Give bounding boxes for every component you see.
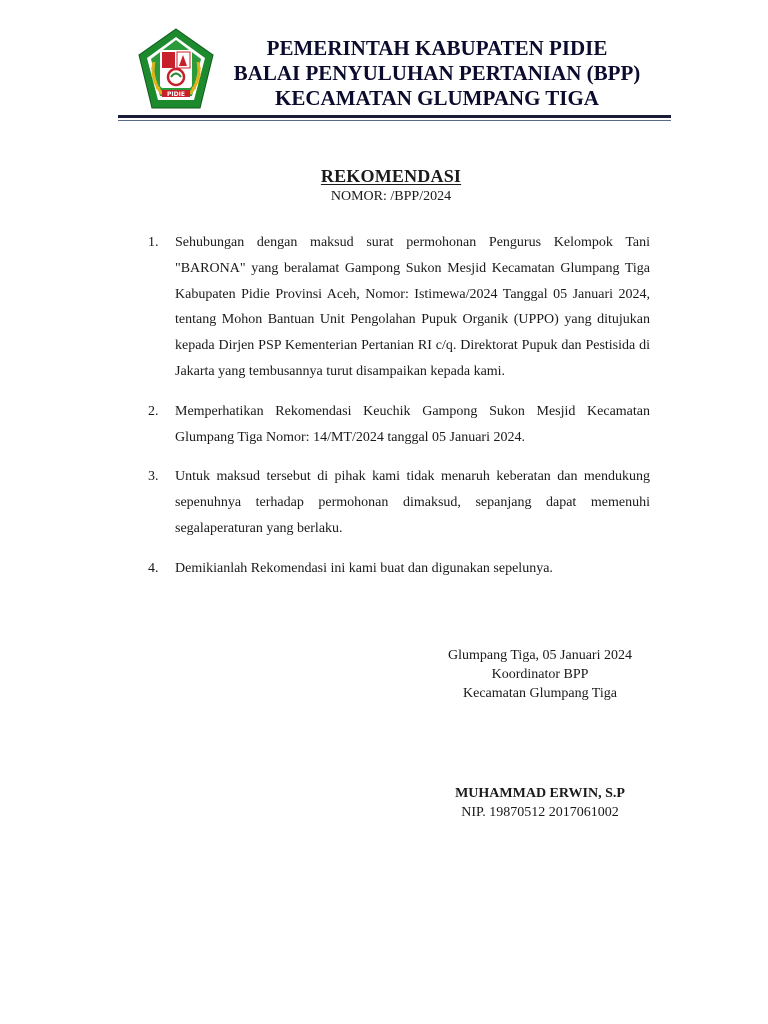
list-item — [148, 464, 650, 541]
letterhead — [214, 36, 660, 111]
letterhead-divider-thick — [118, 115, 671, 118]
list-item-text: Demikianlah Rekomendasi ini kami buat dan digunakan sepelunya. — [175, 560, 553, 576]
signatory-nip: NIP. 19870512 2017061002 — [461, 805, 619, 820]
document-number: NOMOR: /BPP/2024 — [330, 189, 452, 204]
list-item — [148, 230, 650, 385]
list-item-text: Untuk maksud tersebut di pihak kami tidak menaruh keberatan dan mendukung sepenuhnya terhadap permohonan dimaksud, sepanjang dapat memenuhi segalaperaturan yang berlaku. — [175, 469, 650, 536]
list-item — [148, 556, 650, 582]
signature-place-date: Glumpang Tiga, 05 Januari 2024 — [448, 648, 632, 663]
signature-position: Koordinator BPP — [491, 667, 589, 682]
document-title: REKOMENDASI — [320, 166, 462, 186]
emblem-ribbon-text: PIDIE — [167, 91, 185, 98]
letterhead-district: KECAMATAN GLUMPANG TIGA — [275, 86, 599, 110]
list-item-number: 2. — [148, 403, 159, 419]
signature-block — [440, 646, 640, 820]
document-heading — [0, 166, 768, 205]
letterhead-divider-thin — [118, 120, 671, 121]
letterhead-government: PEMERINTAH KABUPATEN PIDIE — [266, 36, 608, 60]
list-item-number: 1. — [148, 235, 159, 250]
letterhead-agency: BALAI PENYULUHAN PERTANIAN (BPP) — [233, 61, 641, 85]
recommendation-points — [148, 230, 650, 596]
signature-office: Kecamatan Glumpang Tiga — [463, 686, 617, 701]
list-item-text: Memperhatikan Rekomendasi Keuchik Gampong Sukon Mesjid Kecamatan Glumpang Tiga Nomor: 14/MT/2024 tanggal 05 Januari 2024. — [175, 403, 650, 445]
list-item — [148, 399, 650, 451]
list-item-number: 3. — [148, 469, 159, 485]
list-item-text: Sehubungan dengan maksud surat permohonan Pengurus Kelompok Tani "BARONA" yang beralamat Gampong Sukon Mesjid Kecamatan Glumpang Tiga Kabupaten Pidie Provinsi Aceh, Nomor: Istimewa/2024 Tanggal 05 Januari 2024, tentang Mohon Bantuan Unit Pengolahan Pupuk Organik (UPPO) yang ditujukan kepada Dirjen PSP Kementerian Pertanian RI c/q. Direktorat Pupuk dan Pestisida di Jakarta yang tembusannya turut disampaikan kepada kami. — [175, 235, 650, 379]
list-item-number: 4. — [148, 560, 159, 576]
pidie-regency-emblem-icon — [138, 28, 214, 110]
signatory-name: MUHAMMAD ERWIN, S.P — [455, 786, 625, 801]
